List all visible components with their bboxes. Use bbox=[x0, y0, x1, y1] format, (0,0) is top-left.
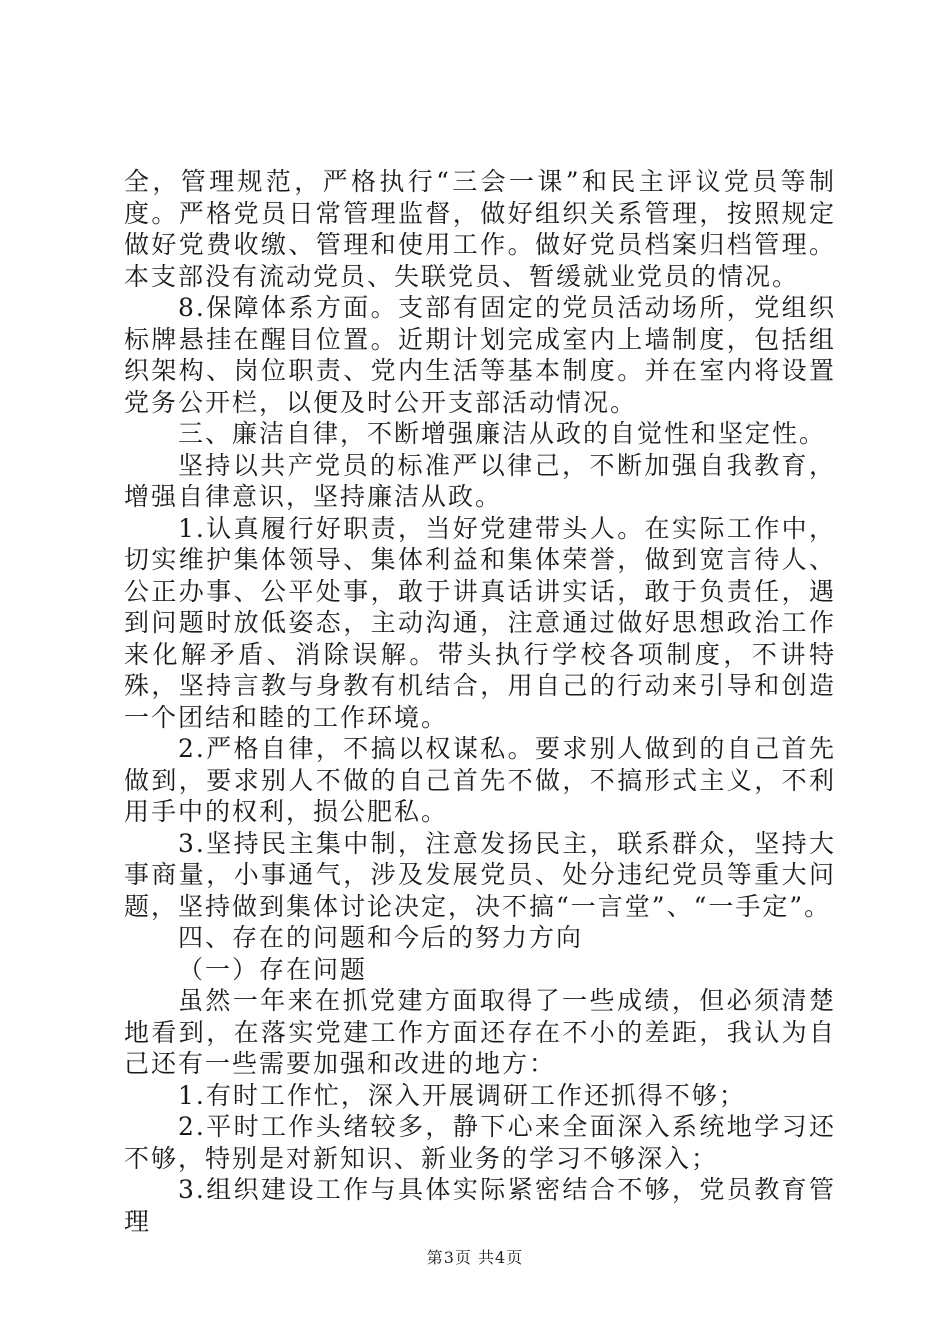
paragraph-5: 1.认真履行好职责，当好党建带头人。在实际工作中，切实维护集体领导、集体利益和集体荣誉，做到宽言待人、公正办事、公平处事，敢于讲真话讲实话，敢于负责任，遇到问题时放低姿态，主动沟通，注意通过做好思想政治工作来化解矛盾、消除误解。带头执行学校各项制度，不讲特殊，坚持言教与身教有机结合，用自己的行动来引导和创造一个团结和睦的工作环境。 bbox=[124, 513, 836, 732]
paragraph-1: 全，管理规范，严格执行“三会一课”和民主评议党员等制度。严格党员日常管理监督，做好组织关系管理，按照规定做好党费收缴、管理和使用工作。做好党员档案归档管理。本支部没有流动党员、失联党员、暂缓就业党员的情况。 bbox=[124, 167, 836, 291]
document-body bbox=[124, 166, 836, 1237]
paragraph-2: 8.保障体系方面。支部有固定的党员活动场所，党组织标牌悬挂在醒目位置。近期计划完成室内上墙制度，包括组织架构、岗位职责、党内生活等基本制度。并在室内将设置党务公开栏，以便及时公开支部活动情况。 bbox=[124, 293, 836, 417]
paragraph-7: 3.坚持民主集中制，注意发扬民主，联系群众，坚持大事商量，小事通气，涉及发展党员、处分违纪党员等重大问题，坚持做到集体讨论决定，决不搞“一言堂”、“一手定”。 bbox=[124, 828, 836, 921]
paragraph-10: 虽然一年来在抓党建方面取得了一些成绩，但必须清楚地看到，在落实党建工作方面还存在不小的差距，我认为自己还有一些需要加强和改进的地方： bbox=[124, 986, 836, 1078]
paragraph-4: 坚持以共产党员的标准严以律己，不断加强自我教育，增强自律意识，坚持廉洁从政。 bbox=[124, 450, 836, 511]
subsection-heading: （一）存在问题 bbox=[178, 954, 368, 984]
page-footer: 第3页 共4页 bbox=[426, 1248, 524, 1267]
list-item-3: 3.组织建设工作与具体实际紧密结合不够，党员教育管理 bbox=[124, 1175, 836, 1236]
section-heading-3: 三、廉洁自律，不断增强廉洁从政的自觉性和坚定性。 bbox=[178, 419, 827, 448]
section-heading-4: 四、存在的问题和今后的努力方向 bbox=[178, 923, 584, 952]
list-item-1: 1.有时工作忙，深入开展调研工作还抓得不够； bbox=[178, 1080, 746, 1110]
paragraph-6: 2.严格自律，不搞以权谋私。要求别人做到的自己首先做到，要求别人不做的自己首先不做，不搞形式主义，不利用手中的权利，损公肥私。 bbox=[124, 734, 836, 826]
list-item-2: 2.平时工作头绪较多，静下心来全面深入系统地学习还不够，特别是对新知识、新业务的学习不够深入； bbox=[124, 1112, 836, 1173]
